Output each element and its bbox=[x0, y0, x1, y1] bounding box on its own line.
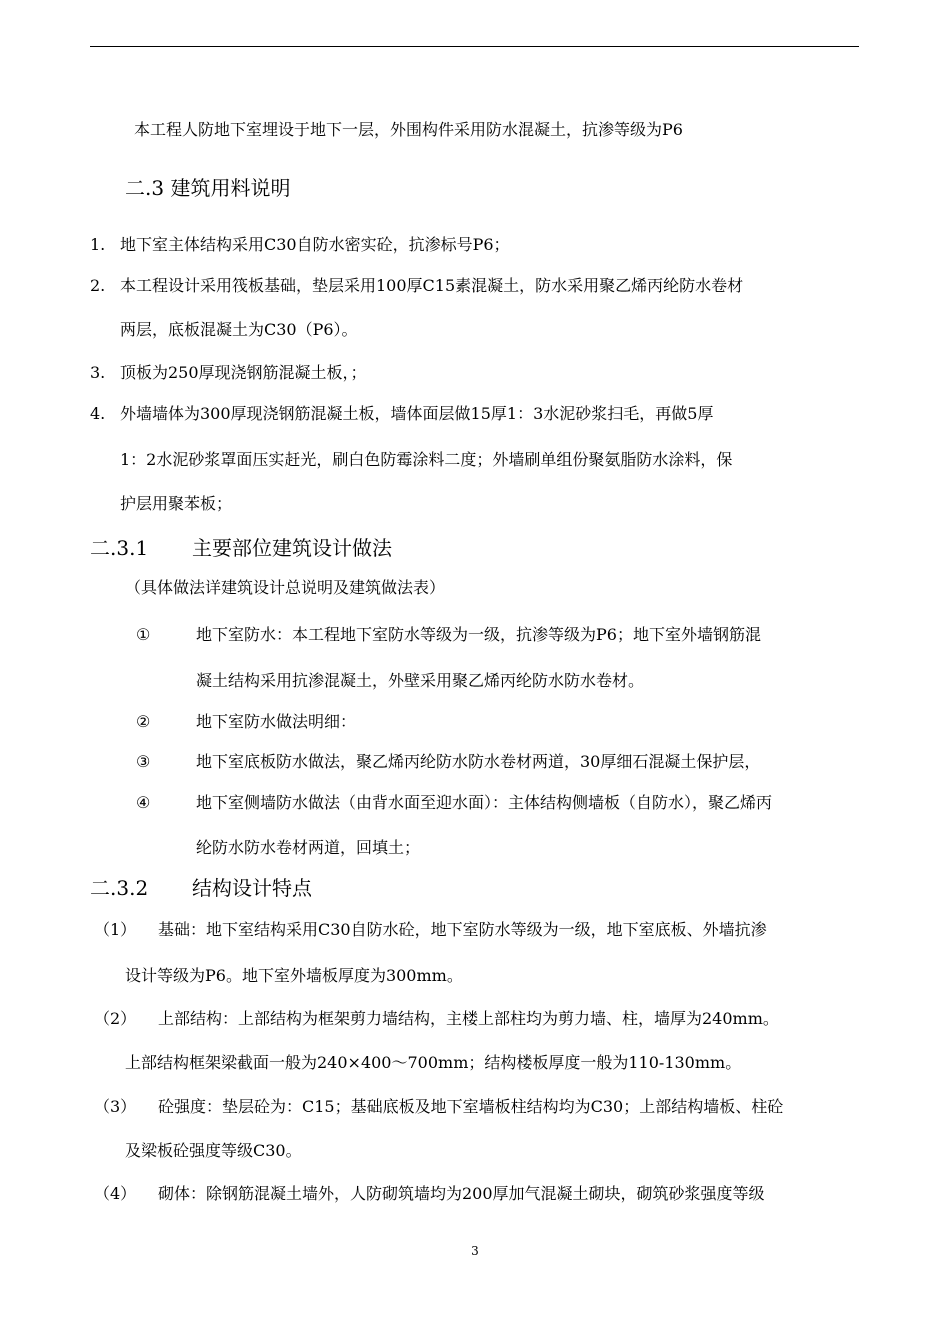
list-item-text: 基础：地下室结构采用C30自防水砼，地下室防水等级为一级，地下室底板、外墙抗渗 bbox=[158, 920, 767, 939]
list-item-text: 本工程设计采用筏板基础，垫层采用100厚C15素混凝土，防水采用聚乙烯丙纶防水卷材 bbox=[120, 276, 744, 295]
list-item-text: 地下室防水：本工程地下室防水等级为一级，抗渗等级为P6；地下室外墙钢筋混 bbox=[196, 625, 761, 644]
list-item-text: 砼强度：垫层砼为：C15；基础底板及地下室墙板柱结构均为C30；上部结构墙板、柱砼 bbox=[158, 1097, 784, 1116]
list-item-number: 4. bbox=[90, 404, 106, 423]
list-item-text: 及梁板砼强度等级C30。 bbox=[125, 1141, 302, 1160]
list-item-number: ② bbox=[136, 712, 151, 731]
section-heading: 二.3 建筑用料说明 bbox=[125, 176, 291, 200]
list-item-text: 外墙墙体为300厚现浇钢筋混凝土板，墙体面层做15厚1：3水泥砂浆扫毛，再做5厚 bbox=[120, 404, 714, 423]
list-item-text: 砌体：除钢筋混凝土墙外，人防砌筑墙均为200厚加气混凝土砌块，砌筑砂浆强度等级 bbox=[158, 1184, 765, 1203]
list-item-text: 纶防水防水卷材两道，回填土； bbox=[196, 838, 421, 857]
list-item-text: 1：2水泥砂浆罩面压实赶光，刷白色防霉涂料二度；外墙刷单组份聚氨脂防水涂料，保 bbox=[120, 450, 733, 469]
list-item-number: ① bbox=[136, 625, 151, 644]
list-item-number: （3） bbox=[94, 1097, 137, 1116]
list-item-text: 护层用聚苯板； bbox=[120, 494, 233, 513]
list-item-number: ③ bbox=[136, 752, 151, 771]
subsection-heading-title: 结构设计特点 bbox=[192, 876, 312, 900]
list-item-number: （4） bbox=[94, 1184, 137, 1203]
list-item-text: 上部结构：上部结构为框架剪力墙结构，主楼上部柱均为剪力墙、柱，墙厚为240mm。 bbox=[158, 1009, 779, 1028]
list-item-number: 2. bbox=[90, 276, 106, 295]
list-item-text: 上部结构框架梁截面一般为240×400～700mm；结构楼板厚度一般为110-130mm。 bbox=[125, 1053, 742, 1072]
subsection-heading-number: 二.3.2 bbox=[90, 876, 149, 900]
list-item-text: 地下室底板防水做法，聚乙烯丙纶防水防水卷材两道，30厚细石混凝土保护层， bbox=[196, 752, 761, 771]
list-item-text: 凝土结构采用抗渗混凝土，外壁采用聚乙烯丙纶防水防水卷材。 bbox=[196, 671, 645, 690]
list-item-number: ④ bbox=[136, 793, 151, 812]
subsection-heading-title: 主要部位建筑设计做法 bbox=[192, 536, 392, 560]
list-item-text: 顶板为250厚现浇钢筋混凝土板，； bbox=[120, 363, 367, 382]
intro-paragraph: 本工程人防地下室埋设于地下一层，外围构件采用防水混凝土，抗渗等级为P6 bbox=[134, 120, 683, 139]
list-item-text: 两层，底板混凝土为C30（P6）。 bbox=[120, 320, 358, 339]
subsection-note: （具体做法详建筑设计总说明及建筑做法表） bbox=[125, 578, 446, 597]
subsection-heading-number: 二.3.1 bbox=[90, 536, 149, 560]
page-number: 3 bbox=[471, 1244, 479, 1258]
list-item-number: 3. bbox=[90, 363, 106, 382]
list-item-number: 1. bbox=[90, 235, 106, 254]
list-item-text: 地下室防水做法明细： bbox=[196, 712, 357, 731]
header-rule bbox=[90, 46, 859, 47]
list-item-text: 地下室主体结构采用C30自防水密实砼，抗渗标号P6； bbox=[120, 235, 510, 254]
list-item-text: 设计等级为P6。地下室外墙板厚度为300mm。 bbox=[125, 966, 463, 985]
list-item-text: 地下室侧墙防水做法（由背水面至迎水面）：主体结构侧墙板（自防水），聚乙烯丙 bbox=[196, 793, 773, 812]
list-item-number: （2） bbox=[94, 1009, 137, 1028]
list-item-number: （1） bbox=[94, 920, 137, 939]
